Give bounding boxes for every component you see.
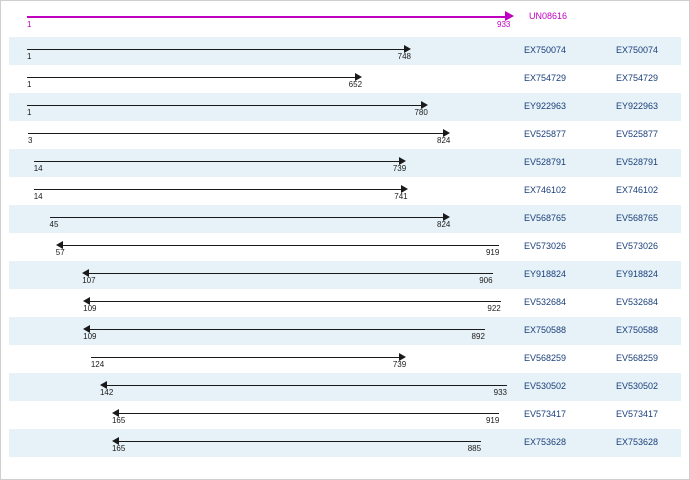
alignment-start-coordinate: 107 [82,276,96,285]
alignment-track [9,429,509,457]
alignment-row[interactable] [9,373,681,401]
alignment-row[interactable] [9,93,681,121]
alignment-start-coordinate: 124 [90,360,105,369]
query-sequence-row [9,5,681,33]
alignment-end-coordinate: 824 [437,220,451,229]
alignment-track [9,289,509,317]
alignment-arrow-line [28,133,443,134]
alignment-row[interactable] [9,121,681,149]
alignment-end-coordinate: 780 [414,108,428,117]
accession-label: EV568765 [524,213,567,223]
alignment-start-coordinate: 14 [33,192,43,201]
query-label: UN08616 [529,11,568,21]
accession-label: EX750074 [524,45,567,55]
alignment-start-coordinate: 1 [27,52,32,61]
accession-link[interactable]: EV525877 [616,129,659,139]
alignment-row[interactable] [9,37,681,65]
alignment-track [9,205,509,233]
alignment-track [9,37,509,65]
alignment-end-coordinate: 748 [397,52,411,61]
alignment-stage [1,1,689,479]
alignment-end-coordinate: 885 [467,444,482,453]
alignment-start-coordinate: 45 [49,220,59,229]
alignment-arrow-line [107,385,507,386]
alignment-track [9,121,509,149]
alignment-row[interactable] [9,149,681,177]
accession-label: EV525877 [524,129,567,139]
alignment-start-coordinate: 14 [33,164,43,173]
alignment-arrow-line [89,273,492,274]
alignment-start-coordinate: 109 [83,332,97,341]
alignment-track [9,401,509,429]
alignment-end-coordinate: 919 [485,416,500,425]
alignment-arrow-line [63,245,500,246]
alignment-end-coordinate: 739 [392,164,407,173]
alignment-start-coordinate: 57 [55,248,65,257]
accession-link[interactable]: EV530502 [616,381,659,391]
accession-link[interactable]: EX754729 [616,73,659,83]
alignment-track [9,261,509,289]
accession-label: EV530502 [524,381,567,391]
alignment-track [9,233,509,261]
alignment-row[interactable] [9,317,681,345]
alignment-track [9,373,509,401]
alignment-row[interactable] [9,177,681,205]
alignment-row[interactable] [9,205,681,233]
alignment-row[interactable] [9,65,681,93]
alignment-start-coordinate: 109 [83,304,97,313]
alignment-end-coordinate: 739 [392,360,407,369]
alignment-row[interactable] [9,345,681,373]
accession-label: EV528791 [524,157,567,167]
accession-link[interactable]: EX746102 [616,185,659,195]
accession-link[interactable]: EV573026 [616,241,659,251]
alignment-end-coordinate: 933 [493,388,507,397]
alignment-row[interactable] [9,289,681,317]
accession-label: EX754729 [524,73,567,83]
alignment-start-coordinate: 165 [111,444,126,453]
alignment-end-coordinate: 922 [487,304,501,313]
alignment-arrow-line [27,105,421,106]
alignment-arrow-line [90,301,501,302]
alignment-start-coordinate: 3 [27,136,33,145]
alignment-start-coordinate: 142 [99,388,114,397]
accession-label: EV532684 [524,297,567,307]
alignment-track [9,93,509,121]
accession-label: EV573026 [524,241,567,251]
accession-link[interactable]: EX750588 [616,325,659,335]
query-sequence-line [27,16,507,18]
alignment-arrow-line [91,357,399,358]
accession-link[interactable]: EX750074 [616,45,659,55]
accession-link[interactable]: EY922963 [616,101,659,111]
accession-link[interactable]: EV568765 [616,213,659,223]
alignment-end-coordinate: 741 [394,192,408,201]
alignment-arrow-line [27,77,355,78]
alignment-row[interactable] [9,233,681,261]
accession-link[interactable]: EV573417 [616,409,659,419]
alignment-end-coordinate: 892 [471,332,485,341]
alignment-track [9,149,509,177]
accession-label: EV568259 [524,353,567,363]
alignment-end-coordinate: 919 [485,248,500,257]
accession-label: EY918824 [524,269,567,279]
alignment-start-coordinate: 1 [27,108,32,117]
accession-link[interactable]: EX753628 [616,437,659,447]
alignment-end-coordinate: 652 [348,80,363,89]
alignment-arrow-line [34,189,401,190]
accession-link[interactable]: EV532684 [616,297,659,307]
accession-label: EX750588 [524,325,567,335]
alignment-arrow-line [27,49,404,50]
accession-link[interactable]: EV568259 [616,353,659,363]
alignment-track [9,65,509,93]
alignment-track [9,177,509,205]
alignment-end-coordinate: 906 [479,276,493,285]
alignment-end-coordinate: 824 [437,136,451,145]
alignment-row[interactable] [9,401,681,429]
accession-label: EX753628 [524,437,567,447]
alignment-arrow-line [50,217,444,218]
accession-label: EY922963 [524,101,567,111]
alignment-start-coordinate: 1 [27,80,32,89]
alignment-arrow-line [119,441,481,442]
alignment-row[interactable] [9,261,681,289]
alignment-row[interactable] [9,429,681,457]
alignment-track [9,345,509,373]
alignment-arrow-line [119,413,499,414]
alignment-arrow-line [90,329,485,330]
accession-link[interactable]: EV528791 [616,157,659,167]
accession-link[interactable]: EY918824 [616,269,659,279]
query-start-coordinate: 1 [27,20,32,29]
accession-label: EV573417 [524,409,567,419]
accession-label: EX746102 [524,185,567,195]
alignment-start-coordinate: 165 [111,416,126,425]
alignment-arrow-line [34,161,399,162]
alignment-track [9,317,509,345]
query-end-coordinate: 933 [497,20,511,29]
